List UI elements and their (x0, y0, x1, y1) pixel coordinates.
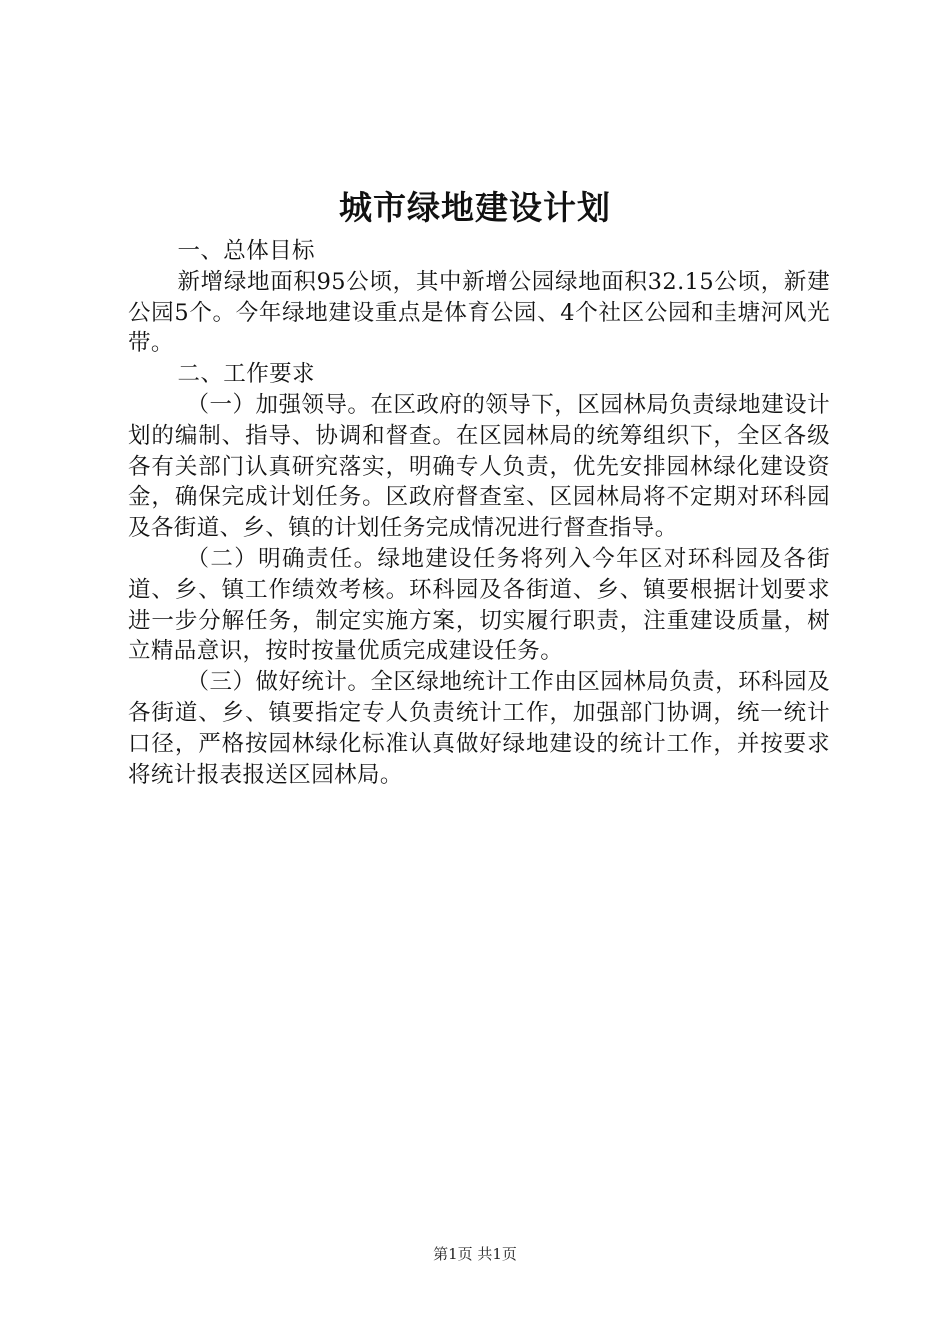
paragraph-leadership: （一）加强领导。在区政府的领导下，区园林局负责绿地建设计划的编制、指导、协调和督查。在区园林局的统筹组织下，全区各级各有关部门认真研究落实，明确专人负责，优先安排园林绿化建设资金，确保完成计划任务。区政府督查室、区园林局将不定期对环科园及各街道、乡、镇的计划任务完成情况进行督查指导。 (128, 391, 830, 542)
document-body (128, 236, 830, 790)
paragraph-responsibility: （二）明确责任。绿地建设任务将列入今年区对环科园及各街道、乡、镇工作绩效考核。环科园及各街道、乡、镇要根据计划要求进一步分解任务，制定实施方案，切实履行职责，注重建设质量，树立精品意识，按时按量优质完成建设任务。 (128, 545, 830, 665)
section-heading-overall-goal: 一、总体目标 (177, 238, 315, 264)
section-heading-work-requirements: 二、工作要求 (177, 361, 315, 388)
document-title: 城市绿地建设计划 (339, 188, 611, 227)
paragraph-goal-details: 新增绿地面积95公顷，其中新增公园绿地面积32.15公顷，新建公园5个。今年绿地建设重点是体育公园、4个社区公园和圭塘河风光带。 (128, 268, 830, 357)
paragraph-statistics: （三）做好统计。全区绿地统计工作由区园林局负责，环科园及各街道、乡、镇要指定专人负责统计工作，加强部门协调，统一统计口径，严格按园林绿化标准认真做好绿地建设的统计工作，并按要求将统计报表报送区园林局。 (128, 669, 830, 788)
page-footer: 第1页 共1页 (433, 1245, 517, 1263)
